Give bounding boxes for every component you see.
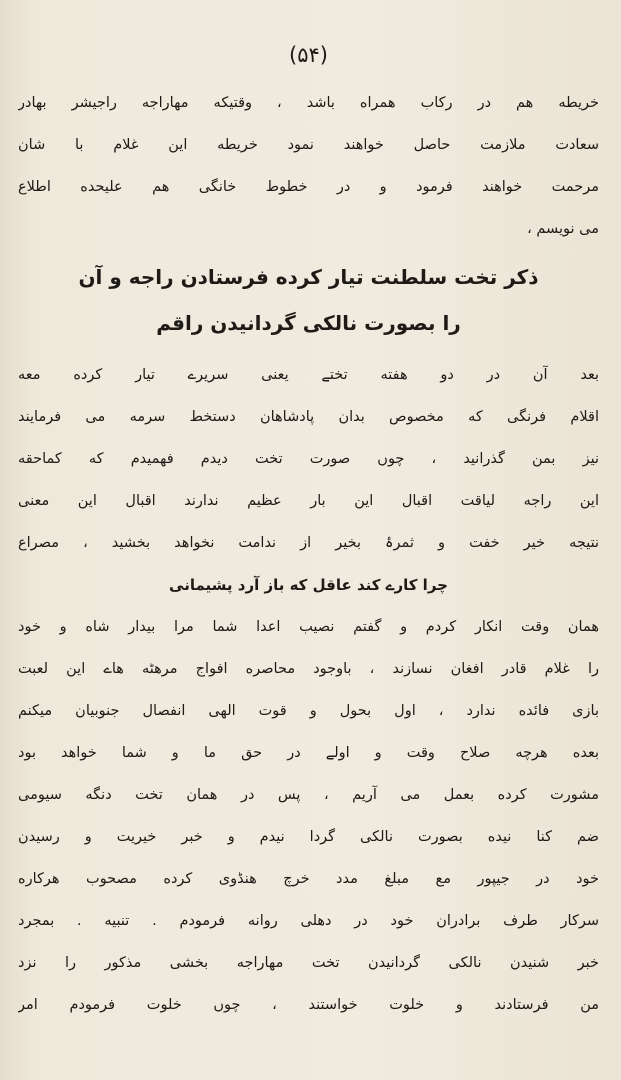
verse-line: چرا کارے کند عاقل که باز آرد پشیمانی [169,576,448,594]
text-line: ضم کنا نیده بصورت نالکی گردا نیدم و خبر خیریت و رسیدن [18,829,599,845]
text-line: همان وقت انکار کردم و گفتم نصیب اعدا شما مرا بیدار شاه و خود [18,619,599,635]
text-line: این راجه لیاقت اقبال این بار عظیم ندارند اقبال این معنی [18,493,599,509]
text-line: بازی فائده ندارد ، اول بحول و قوت الهی انفصال جنوبیان میکنم [18,703,599,719]
text-line: نیز بمن گذرانید ، چوں صورت تخت دیدم فهمیدم که کماحقه [18,451,599,467]
text-line: اقلام فرنگی که مخصوص بدان پادشاهان دستخط سرمه می فرمایند [18,409,599,425]
text-line: بعد آن در دو هفته تختے یعنی سریرے تیار کرده معه [18,367,599,383]
text-line: بعده هرچه صلاح وقت و اولے در حق ما و شما خواهد بود [18,745,599,761]
text-line: مرحمت خواهند فرمود و در خطوط خانگی هم علیحده اطلاع [18,179,599,195]
text-line: سعادت ملازمت حاصل خواهند نمود خریطه این غلام با شان [18,137,599,153]
text-line: می نویسم ، [527,221,599,237]
text-line: خریطه هم در رکاب همراه باشد ، وقتیکه مهاراجه راجیشر بهادر [18,95,599,111]
verse [18,564,599,606]
paragraph-3 [18,606,599,1026]
paragraph-1 [18,82,599,250]
text-line: خبر شنیدن نالکی گردانیدن تخت مهاراجه بخشی مذکور را نزد [18,955,599,971]
section-heading [18,254,599,346]
paragraph-2 [18,354,599,564]
text-line: نتیجه خیر خفت و ثمرۂ بخیر از ندامت نخواهد بخشید ، مصراع [18,535,599,551]
page-number: (۵۴) [289,43,328,67]
heading-line: ذکر تخت سلطنت تیار کرده فرستادن راجه و آن [78,265,539,289]
text-line: را غلام قادر افغان نسازند ، باوجود محاصره افواج مرهٹه هاے این لعبت [18,661,599,677]
text-line: من فرستادند و خلوت خواستند ، چوں خلوت فرمودم امر [18,997,599,1013]
text-line: مشورت کرده بعمل می آریم ، پس در همان تخت دنگه سیومی [18,787,599,803]
text-line: خود در جیپور مع مبلغ مدد خرچ هنڈوی کرده مصحوب هرکاره [18,871,599,887]
text-line: سرکار طرف برادران خود در دهلی روانه فرمودم . تنبیه . بمجرد [18,913,599,929]
heading-line: را بصورت نالکی گردانیدن راقم [156,311,461,335]
